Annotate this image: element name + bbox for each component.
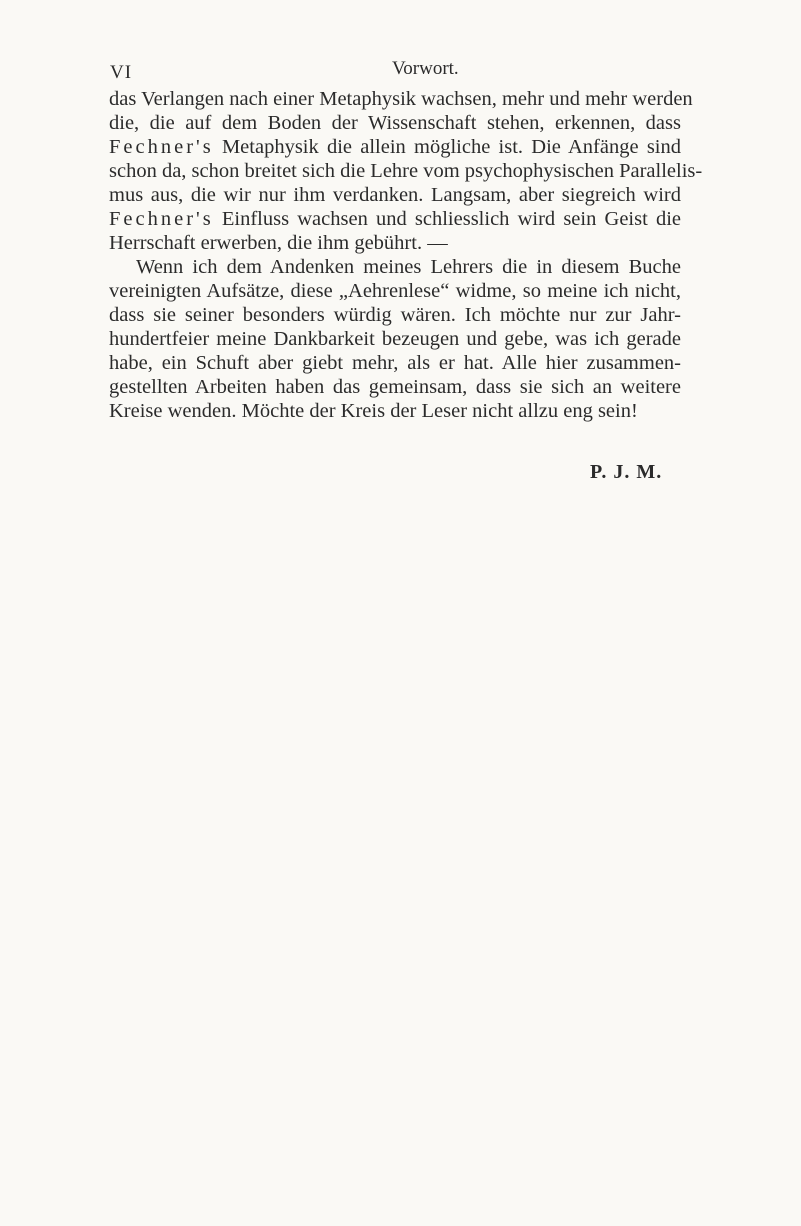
text-line: hundertfeier meine Dankbarkeit bezeugen und gebe, was ich gerade	[109, 328, 681, 350]
text-line: habe, ein Schuft aber giebt mehr, als er hat. Alle hier zusammen-	[109, 352, 681, 374]
text-line: schon da, schon breitet sich die Lehre vom psychophysischen Parallelis-	[109, 160, 703, 182]
name-fechner: Fechner's	[109, 136, 214, 158]
running-head: Vorwort.	[392, 58, 459, 79]
text-line: Wenn ich dem Andenken meines Lehrers die in diesem Buche	[136, 256, 681, 278]
text-line: Herrschaft erwerben, die ihm gebührt. —	[109, 232, 448, 254]
text-line: die, die auf dem Boden der Wissenschaft stehen, erkennen, dass	[109, 112, 681, 134]
text-line: gestellten Arbeiten haben das gemeinsam, dass sie sich an weitere	[109, 376, 681, 398]
text-line: dass sie seiner besonders würdig wären. Ich möchte nur zur Jahr-	[109, 304, 681, 326]
signature-initials: P. J. M.	[590, 461, 663, 483]
text-line: Fechner's Metaphysik die allein mögliche ist. Die Anfänge sind	[109, 136, 681, 158]
text-line: mus aus, die wir nur ihm verdanken. Langsam, aber siegreich wird	[109, 184, 681, 206]
text-line: vereinigten Aufsätze, diese „Aehrenlese“ widme, so meine ich nicht,	[109, 280, 681, 302]
text-line: das Verlangen nach einer Metaphysik wachsen, mehr und mehr werden	[109, 88, 693, 110]
name-fechner: Fechner's	[109, 208, 214, 230]
body-text	[109, 87, 703, 423]
text-line: Kreise wenden. Möchte der Kreis der Leser nicht allzu eng sein!	[109, 400, 638, 422]
page-number: VI	[110, 62, 133, 83]
text-line: Fechner's Einfluss wachsen und schliesslich wird sein Geist die	[109, 208, 681, 230]
